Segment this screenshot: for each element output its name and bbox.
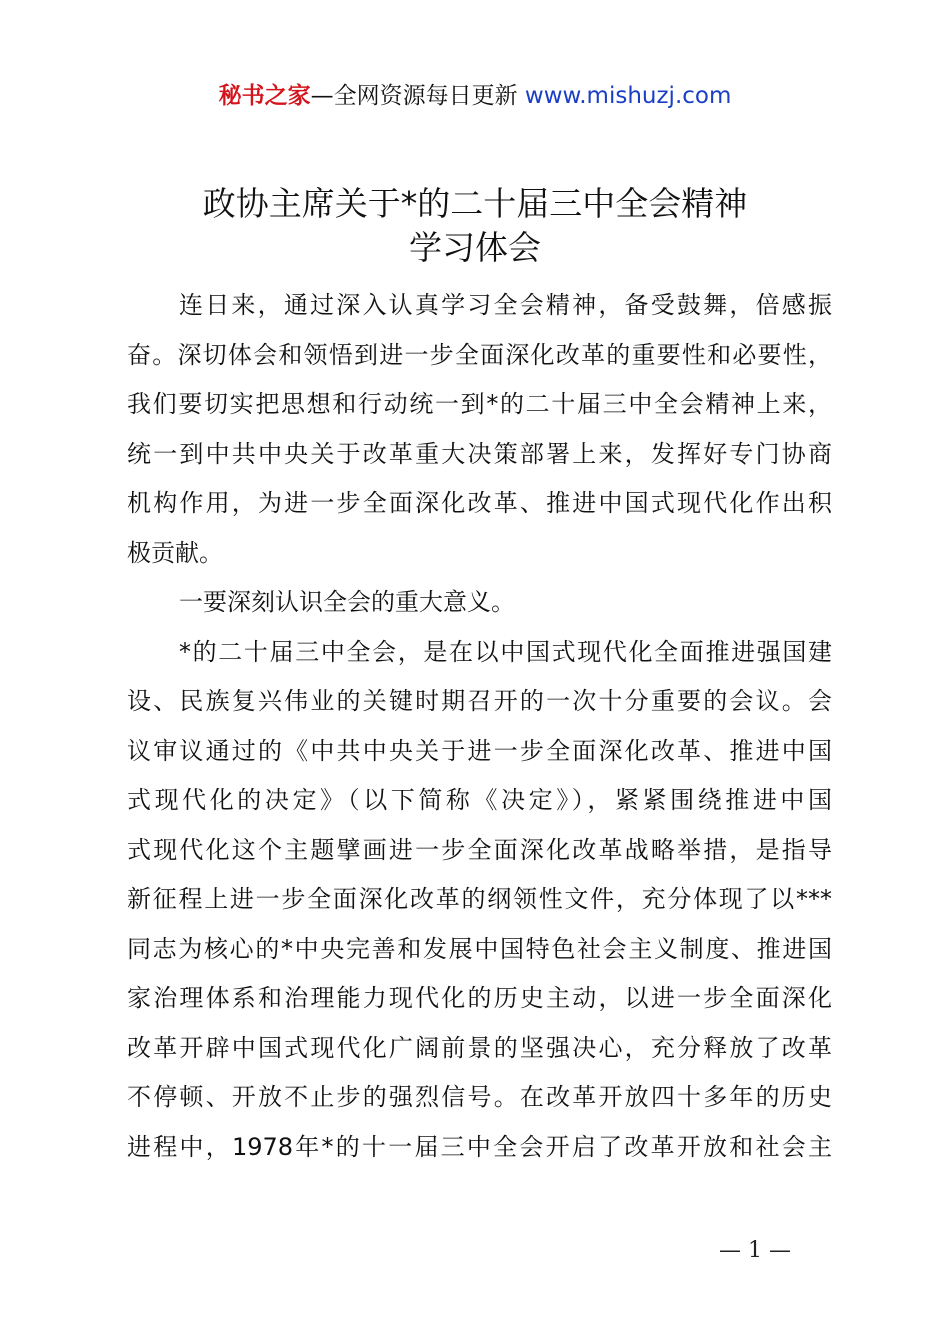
paragraph-line: *的二十届三中全会，是在以中国式现代化全面推进强国建: [179, 637, 832, 666]
document-body: [127, 281, 832, 1172]
page-number: — 1 —: [719, 1238, 791, 1263]
site-brand: 秘书之家: [218, 83, 311, 109]
paragraph-line: 进程中，1978年*的十一届三中全会开启了改革开放和社会主: [127, 1132, 832, 1161]
paragraph-line: 连日来，通过深入认真学习全会精神，备受鼓舞，倍感振: [179, 291, 832, 319]
paragraph-line: 统一到中共中央关于改革重大决策部署上来，发挥好专门协商: [127, 439, 832, 468]
paragraph-line: 极贡献。: [127, 538, 223, 567]
title-line-1: 政协主席关于*的二十届三中全会精神: [202, 184, 748, 223]
site-url-link[interactable]: www.mishuzj.com: [524, 83, 732, 109]
paragraph-line: 改革开辟中国式现代化广阔前景的坚强决心，充分释放了改革: [127, 1033, 832, 1062]
paragraph-line: 不停顿、开放不止步的强烈信号。在改革开放四十多年的历史: [127, 1083, 832, 1111]
title-line-2: 学习体会: [409, 228, 541, 267]
paragraph-line: 式现代化的决定》（以下简称《决定》），紧紧围绕推进中国: [127, 786, 832, 814]
paragraph-line: 议审议通过的《中共中央关于进一步全面深化改革、推进中国: [127, 736, 832, 765]
paragraph-line: 式现代化这个主题擘画进一步全面深化改革战略举措，是指导: [127, 835, 832, 864]
site-header: [0, 80, 950, 112]
paragraph-line: 机构作用，为进一步全面深化改革、推进中国式现代化作出积: [127, 489, 832, 517]
section-heading: 一要深刻认识全会的重大意义。: [179, 588, 515, 616]
site-slogan: —全网资源每日更新: [310, 83, 525, 109]
paragraph-line: 家治理体系和治理能力现代化的历史主动，以进一步全面深化: [127, 984, 832, 1012]
paragraph-line: 同志为核心的*中央完善和发展中国特色社会主义制度、推进国: [127, 934, 832, 963]
paragraph-line: 我们要切实把思想和行动统一到*的二十届三中全会精神上来，: [127, 390, 832, 418]
paragraph-line: 奋。深切体会和领悟到进一步全面深化改革的重要性和必要性，: [127, 340, 832, 369]
document-title: [0, 182, 950, 270]
paragraph-line: 设、民族复兴伟业的关键时期召开的一次十分重要的会议。会: [127, 687, 832, 715]
paragraph-line: 新征程上进一步全面深化改革的纲领性文件，充分体现了以***: [127, 885, 832, 913]
